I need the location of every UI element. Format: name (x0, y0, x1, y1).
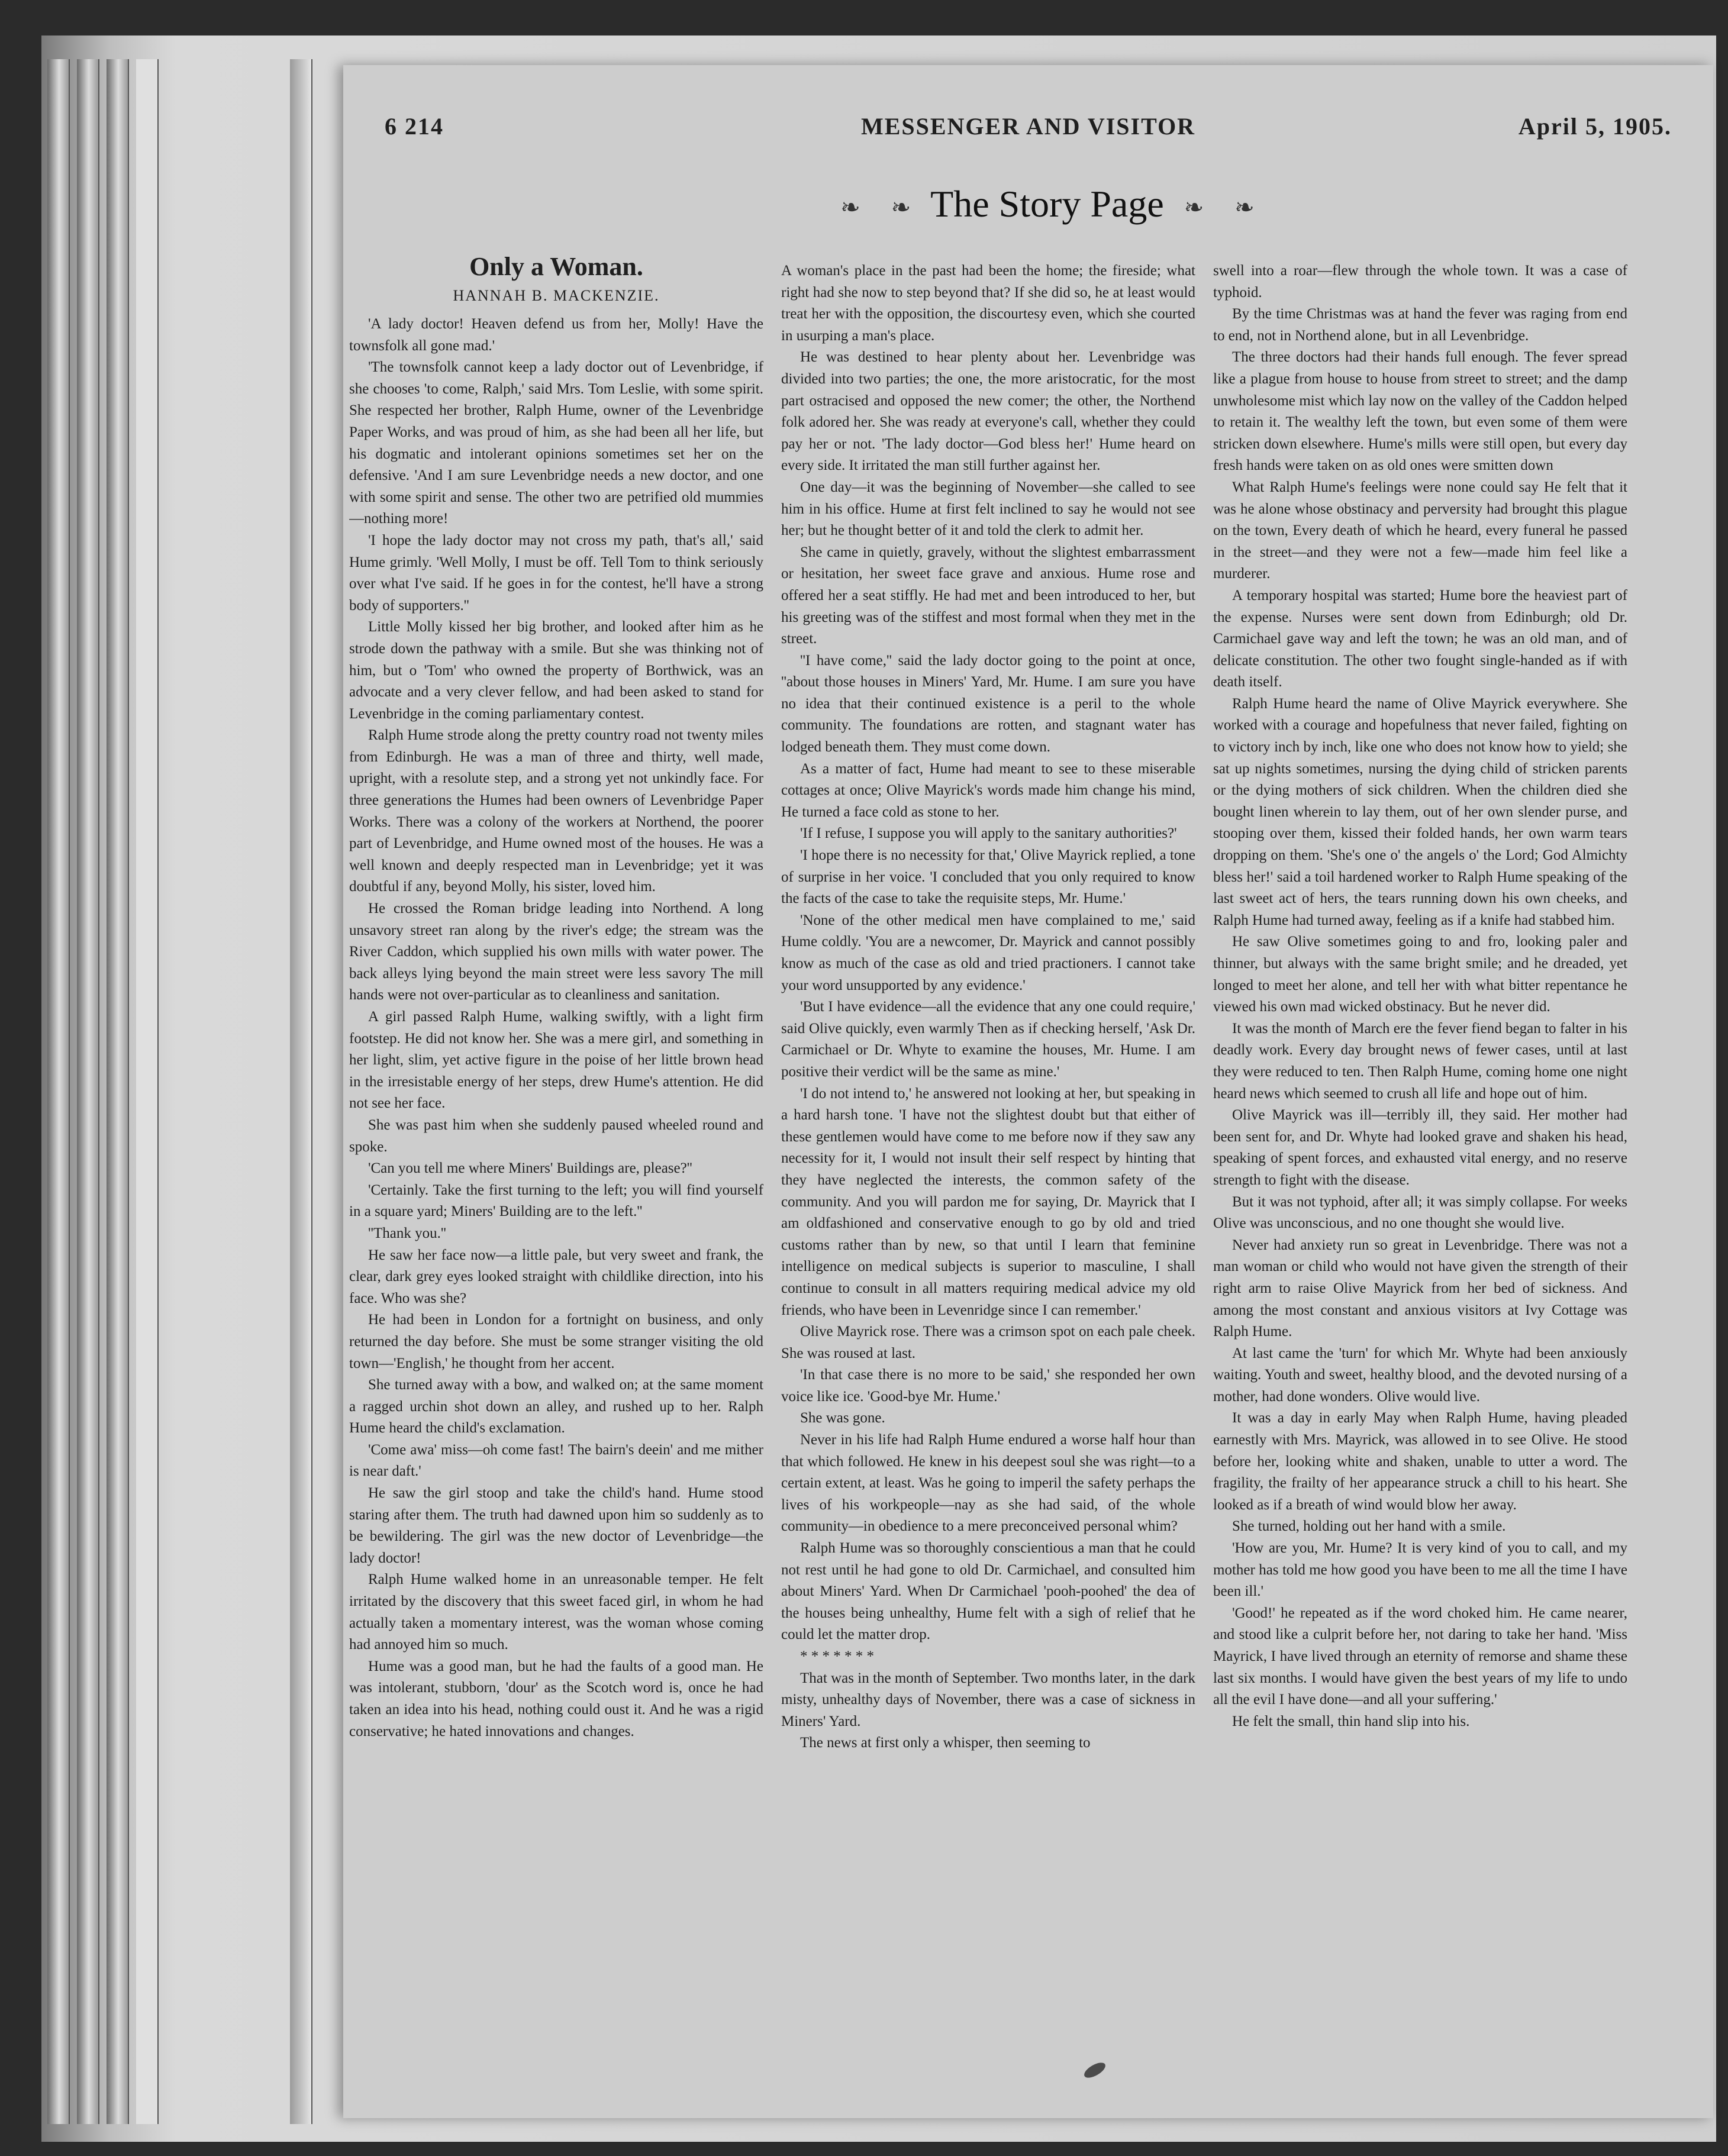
story-paragraph: A temporary hospital was started; Hume bore the heaviest part of the expense. Nurses were sent down from Edinburgh; old Dr. Carmichael gave way and left the town; he was an old man, and of delicate constitution. The other two fought single-handed as if with death itself. (1213, 587, 1627, 690)
story-paragraph: 'Come awa' miss—oh come fast! The bairn's deein' and me mither is near daft.' (349, 1441, 763, 1480)
story-paragraph: 'But I have evidence—all the evidence that any one could require,' said Olive quickly, even warmly Then as if checking herself, 'Ask Dr. Carmichael or Dr. Whyte to examine the houses, Mr. Hume. I am positive their verdict will be the same as mine.' (781, 999, 1195, 1080)
page-number: 6 214 (385, 113, 444, 140)
story-paragraph: Ralph Hume heard the name of Olive Mayrick everywhere. She worked with a courage and hopefulness that never failed, fighting on to victory inch by inch, like one who does not know how to yield; she sat up nights sometimes, nursing the dying child of stricken parents or the dying mothers of sick children. When the children died she bought linen wherein to lay them, out of her own slender purse, and stooping over them, kissed their folded hands, her own warm tears dropping on them. 'She's one o' the angels o' the Lord; God Almichty bless her!' said a toil hardened worker to Ralph Hume speaking of the last sweet act of hers, the tears running down his own cheeks, and Ralph Hume had turned away, feeling as if a knife had stabbed him. (1213, 695, 1627, 928)
page-header (385, 112, 1672, 160)
story-paragraph: Hume was a good man, but he had the faults of a good man. He was intolerant, stubborn, 'dour' as the Scotch word is, once he had taken an idea into his head, nothing could oust it. And he was a rigid conservative; he hated innovations and changes. (349, 1658, 763, 1739)
story-paragraph: Little Molly kissed her big brother, and looked after him as he strode down the pathway with a smile. But she was thinking not of him, but o 'Tom' who owned the property of Borthwick, was an advocate and a very clever fellow, and had been asked to stand for Levenbridge in the coming parliamentary contest. (349, 619, 763, 722)
story-paragraph: * * * * * * * (800, 1648, 874, 1664)
story-paragraph: One day—it was the beginning of November—she called to see him in his office. Hume at first felt inclined to say he would not see her; but he thought better of it and told the clerk to admit her. (781, 479, 1195, 539)
story-paragraph: That was in the month of September. Two months later, in the dark misty, unhealthy days of November, there was a case of sickness in Miners' Yard. (781, 1670, 1195, 1729)
story-paragraph: 'Certainly. Take the first turning to the left; you will find yourself in a square yard; Miners' Building are to the left.'' (349, 1182, 763, 1220)
column-2 (781, 260, 1195, 2065)
publication-title: MESSENGER AND VISITOR (860, 113, 1196, 140)
newspaper-page (343, 65, 1713, 2118)
story-paragraph: What Ralph Hume's feelings were none could say He felt that it was he alone whose obstinacy and perversity had brought this plague on the town, Every death of which he heard, every funeral he passed in the street—and they were not a few—made him feel like a murderer. (1213, 479, 1627, 582)
story-paragraph: Olive Mayrick rose. There was a crimson spot on each pale cheek. She was roused at last. (781, 1324, 1195, 1361)
story-paragraph: At last came the 'turn' for which Mr. Whyte had been anxiously waiting. Youth and sweet, healthy blood, and the devoted nursing of a mother, had done wonders. Olive would live. (1213, 1345, 1627, 1405)
story-paragraph: She turned, holding out her hand with a smile. (1232, 1518, 1506, 1535)
story-paragraph: 'Good!' he repeated as if the word choked him. He came nearer, and stood like a culprit before her, not daring to take her hand. 'Miss Mayrick, I have lived through an eternity of remorse and shame these last six months. I would have given the best years of my life to undo all the evil I have done—and all your suffering.' (1213, 1605, 1627, 1708)
story-paragraph: 'I do not intend to,' he answered not looking at her, but speaking in a hard harsh tone. 'I have not the slightest doubt but that either of these gentlemen would have come to me before now if they saw any necessity for it, I would not insult their self respect by hinting that they have neglected the interests, the common safety of the community. And you will pardon me for saying, Dr. Mayrick that I am oldfashioned and conservative enough to go by old and tried customs rather than by new, so that until I learn that feminine intelligence on medical subjects is superior to masculine, I shall continue to consult in all matters requiring medical advice my old friends, who have been in Levenridge since I can remember.' (781, 1085, 1195, 1318)
story-byline: HANNAH B. MACKENZIE. (453, 287, 660, 304)
story-paragraph: The three doctors had their hands full enough. The fever spread like a plague from house to house from street to street; and the damp unwholesome mist which lay now on the valley of the Caddon helped to retain it. The wealthy left the town, but even some of them were stricken down elsewhere. Hume's mills were still open, but every day fresh hands were taken on as old ones were smitten down (1213, 349, 1627, 474)
page-edge (47, 59, 70, 2124)
story-paragraph: He crossed the Roman bridge leading into Northend. A long unsavory street ran along by the river's edge; the stream was the River Caddon, which supplied his own mills with water power. The back alleys lying beyond the main street were less savory The mill hands were not over-particular as to cleanliness and sanitation. (349, 901, 763, 1003)
story-title: Only a Woman. (469, 252, 643, 281)
story-paragraph: Ralph Hume was so thoroughly conscientious a man that he could not rest until he had gone to old Dr. Carmichael, and consulted him about Miners' Yard. When Dr Carmichael 'pooh-poohed' the dea of the houses being unhealthy, Hume felt with a sigh of relief that he could let the matter drop. (781, 1540, 1195, 1643)
story-paragraph: swell into a roar—flew through the whole town. It was a case of typhoid. (1213, 263, 1627, 301)
story-paragraph: 'I hope the lady doctor may not cross my path, that's all,' said Hume grimly. 'Well Molly, I must be off. Tell Tom to think seriously over what I've said. If he goes in for the contest, he'll have a strong body of supporters.'' (349, 532, 763, 614)
story-paragraph: 'None of the other medical men have complained to me,' said Hume coldly. 'You are a newcomer, Dr. Mayrick and cannot possibly know as much of the case as old and tried practioners. I cannot take your word unsupported by any evidence.' (781, 912, 1195, 993)
story-paragraph: Never in his life had Ralph Hume endured a worse half hour than that which followed. He knew in his deepest soul she was right—to a certain extent, at least. Was he going to imperil the safety perhaps the lives of his workpeople—nay as she had said, of the whole community—in obedience to a mere preconceived personal whim? (781, 1432, 1195, 1535)
story-paragraph: He saw her face now—a little pale, but very sweet and frank, the clear, dark grey eyes looked straight with childlike direction, into his face. Who was she? (349, 1247, 763, 1306)
story-paragraph: Olive Mayrick was ill—terribly ill, they said. Her mother had been sent for, and Dr. Whyte had looked grave and shaken his head, speaking of spent forces, and exhausted vital energy, and no reserve strength to fight with the disease. (1213, 1107, 1627, 1188)
page-edge (290, 59, 312, 2124)
leaf-ornament-icon: ❧ (891, 194, 911, 221)
story-paragraph: 'The townsfolk cannot keep a lady doctor out of Levenbridge, if she chooses 'to come, Ralph,' said Mrs. Tom Leslie, with some spirit. She respected her brother, Ralph Hume, owner of the Levenbridge Paper Works, and was proud of him, as she had been all her life, but his dogmatic and intolerant opinions sometimes set her on the defensive. 'And I am sure Levenbridge needs a new doctor, and one with some spirit and sense. The other two are petrified old mummies—nothing more! (349, 359, 763, 527)
story-paragraph: He saw the girl stoop and take the child's hand. Hume stood staring after them. The truth had dawned upon him so suddenly as to be bewildering. The girl was the new doctor of Levenbridge—the lady doctor! (349, 1485, 763, 1566)
story-paragraph: He was destined to hear plenty about her. Levenbridge was divided into two parties; the one, the more aristocratic, for the most part ostracised and opposed the new comer; the other, the Northend folk adored her. She was ready at everyone's call, whether they could pay her or not. 'The lady doctor—God bless her!' Hume heard on every side. It irritated the man still further against her. (781, 349, 1195, 474)
story-paragraph: But it was not typhoid, after all; it was simply collapse. For weeks Olive was unconscious, and no one thought she would live. (1213, 1193, 1627, 1232)
story-paragraph: 'A lady doctor! Heaven defend us from her, Molly! Have the townsfolk all gone mad.' (349, 316, 763, 354)
leaf-ornament-icon: ❧ (840, 194, 860, 221)
story-paragraph: 'I hope there is no necessity for that,' Olive Mayrick replied, a tone of surprise in her voice. 'I concluded that you only required to know the facts of the case to take the requisite steps, Mr. Hume.' (781, 847, 1195, 907)
leaf-ornament-icon: ❧ (1184, 194, 1204, 221)
story-paragraph: It was a day in early May when Ralph Hume, having pleaded earnestly with Mrs. Mayrick, was allowed in to see Olive. He stood before her, looking white and shaken, unable to utter a word. The fragility, the frailty of her appearance struck a chill to his heart. She looked as if a breath of wind would blow her away. (1213, 1410, 1627, 1513)
story-paragraph: 'If I refuse, I suppose you will apply to the sanitary authorities?' (800, 825, 1177, 842)
story-paragraph: He had been in London for a fortnight on business, and only returned the day before. She must be some stranger visiting the old town—'English,' he thought from her accent. (349, 1312, 763, 1371)
story-paragraph: He saw Olive sometimes going to and fro, looking paler and thinner, but always with the same bright smile; and he dreaded, yet longed to meet her alone, and tell her with what bitter repentance he viewed his own mad wicked obstinacy. But he never did. (1213, 934, 1627, 1015)
story-paragraph: 'In that case there is no more to be said,' she responded her own voice like ice. 'Good-bye Mr. Hume.' (781, 1367, 1195, 1405)
story-paragraph: She was past him when she suddenly paused wheeled round and spoke. (349, 1116, 763, 1155)
story-paragraph: ''Thank you.'' (368, 1225, 446, 1241)
story-paragraph: It was the month of March ere the fever fiend began to falter in his deadly work. Every day brought news of fewer cases, until at last they were reduced to ten. Then Ralph Hume, coming home one night heard news which seemed to crush all life and hope out of him. (1213, 1020, 1627, 1102)
page-edge (77, 59, 99, 2124)
story-paragraph: A girl passed Ralph Hume, walking swiftly, with a light firm footstep. He did not know her. She was a mere girl, and something in her light, slim, yet active figure in the poise of her little brown head in the irresistable energy of her steps, drew Hume's attention. He did not see her face. (349, 1009, 763, 1112)
story-paragraph: She turned away with a bow, and walked on; at the same moment a ragged urchin shot down an alley, and rushed up to her. Ralph Hume heard the child's exclamation. (349, 1377, 763, 1437)
story-paragraph: She was gone. (800, 1410, 885, 1426)
story-paragraph: ''I have come,'' said the lady doctor going to the point at once, ''about those houses in Miners' Yard, Mr. Hume. I am sure you have no idea that their continued existence is a peril to the whole community. The foundations are rotten, and stagnant water has lodged beneath them. They must come down. (781, 652, 1195, 756)
story-paragraph: 'Can you tell me where Miners' Buildings are, please?'' (368, 1160, 692, 1177)
story-paragraph: Ralph Hume walked home in an unreasonable temper. He felt irritated by the discovery that this sweet faced girl, in whom he had actually taken a momentary interest, was the woman whose coming had annoyed him so much. (349, 1571, 763, 1653)
section-heading (781, 172, 1314, 237)
story-paragraph: A woman's place in the past had been the home; the fireside; what right had she now to step beyond that? If she did so, he at least would treat her with the opposition, the discourtesy even, which she courted in usurping a man's place. (781, 263, 1195, 344)
leaf-ornament-icon: ❧ (1234, 194, 1255, 221)
page-edge (107, 59, 129, 2124)
story-paragraph: As a matter of fact, Hume had meant to see to these miserable cottages at once; Olive Mayrick's words made him change his mind, He turned a face cold as stone to her. (781, 760, 1195, 820)
story-paragraph: He felt the small, thin hand slip into his. (1232, 1713, 1470, 1729)
story-paragraph: 'How are you, Mr. Hume? It is very kind of you to call, and my mother has told me how good you have been to me all the time I have been ill.' (1213, 1540, 1627, 1600)
story-paragraph: She came in quietly, gravely, without the slightest embarrassment or hesitation, her sweet face grave and anxious. Hume rose and offered her a seat stiffly. He had met and been introduced to her, but his greeting was of the stiffest and most formal when they met in the street. (781, 544, 1195, 647)
column-3 (1213, 260, 1627, 2065)
story-paragraph: By the time Christmas was at hand the fever was raging from end to end, not in Northend alone, but in all Levenbridge. (1213, 306, 1627, 344)
section-title: The Story Page (930, 183, 1164, 225)
story-paragraph: Never had anxiety run so great in Levenbridge. There was not a man woman or child who would not have given the strength of their right arm to raise Olive Mayrick from her bed of sickness. And among the most constant and anxious visitors at Ivy Cottage was Ralph Hume. (1213, 1237, 1627, 1340)
story-paragraph: Ralph Hume strode along the pretty country road not twenty miles from Edinburgh. He was a man of three and thirty, well made, upright, with a resolute step, and a strong yet not unkindly face. For three generations the Humes had been owners of Levenbridge Paper Works. There was a colony of the workers at Northend, the poorer part of Levenbridge, and Hume owned most of the houses. He was a well known and deeply respected man in Levenbridge; yet it was doubtful if any, beyond Molly, his sister, loved him. (349, 727, 763, 895)
page-edge (136, 59, 159, 2124)
story-paragraph: The news at first only a whisper, then seeming to (800, 1735, 1091, 1751)
issue-date: April 5, 1905. (1518, 113, 1672, 140)
column-1 (349, 314, 763, 2065)
